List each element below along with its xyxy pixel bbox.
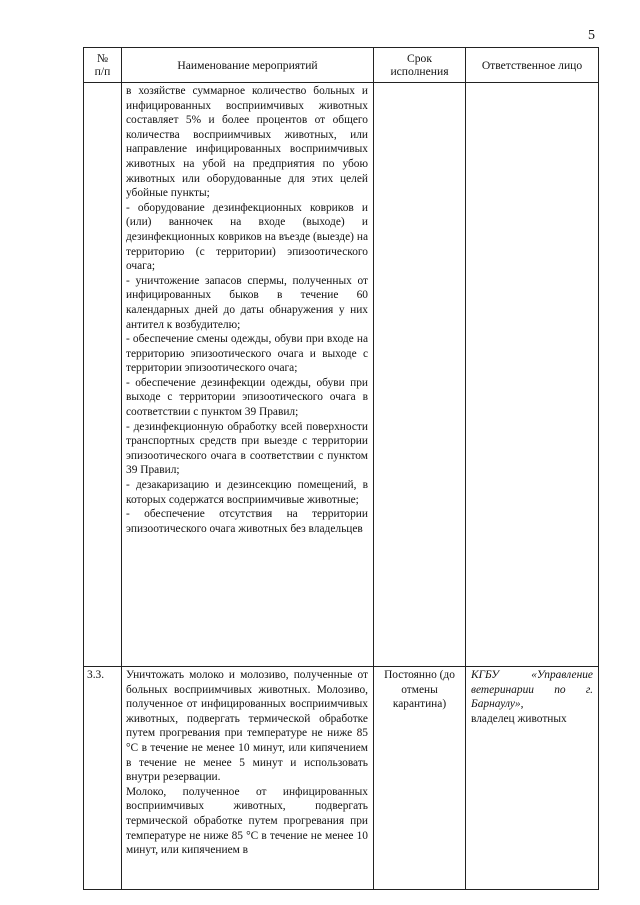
- cell-number-empty: [84, 83, 122, 667]
- list-item: - обеспечение смены одежды, обуви при входе на территорию эпизоотического очага и выходе с территории эпизоотического очага;: [126, 333, 368, 375]
- cell-activity: [122, 667, 374, 890]
- activities-table: [83, 47, 599, 890]
- paragraph: Уничтожать молоко и молозиво, полученные от больных восприимчивых животных. Молозиво, полученное от инфицированных восприимчивых животных, подвергать термической обработке путем прогревания при температуре не ниже 85 °С в течение не менее 10 минут, или кипячением в течение не менее 5 минут и использовать внутри резервации.: [126, 669, 368, 784]
- header-deadline: Срок исполнения: [374, 48, 466, 83]
- cell-deadline-empty: [374, 83, 466, 667]
- cell-deadline: Постоянно (до отмены карантина): [374, 667, 466, 890]
- header-responsible: Ответственное лицо: [466, 48, 599, 83]
- list-item: - обеспечение дезинфекции одежды, обуви при выходе с территории эпизоотического очага в соответствии с пунктом 39 Правил;: [126, 376, 368, 419]
- list-item: - оборудование дезинфекционных ковриков и (или) ванночек на входе (выходе) и дезинфекционных ковриков на въезде (выезде) на территорию (с территории) эпизоотического очага;: [126, 201, 368, 273]
- cell-responsible-empty: [466, 83, 599, 667]
- responsible-organization: КГБУ «Управление ветеринарии по г. Барнаулу»,: [471, 669, 593, 711]
- table-row: [84, 83, 599, 667]
- cell-number: 3.3.: [84, 667, 122, 890]
- cell-activity-continuation: [122, 83, 374, 667]
- list-item: - дезинфекционную обработку всей поверхности транспортных средств при выезде с территории эпизоотического очага в соответствии с пунктом 39 Правил;: [126, 420, 368, 477]
- page-number: 5: [588, 28, 595, 43]
- list-item: - дезакаризацию и дезинсекцию помещений, в которых содержатся восприимчивые животные;: [126, 479, 368, 506]
- table-row: [84, 667, 599, 890]
- cell-responsible: [466, 667, 599, 890]
- list-item: - уничтожение запасов спермы, полученных от инфицированных быков в течение 60 календарных дней до даты обнаружения у них антител к возбудителю;: [126, 274, 368, 331]
- paragraph: Молоко, полученное от инфицированных восприимчивых животных, подвергать термической обработке путем прогревания при температуре не ниже 85 °С в течение не менее 10 минут, или кипячением в: [126, 785, 368, 857]
- header-activity-name: Наименование мероприятий: [122, 48, 374, 83]
- header-number: № п/п: [84, 48, 122, 83]
- table-header-row: [84, 48, 599, 83]
- list-item: - обеспечение отсутствия на территории эпизоотического очага животных без владельцев: [126, 508, 368, 535]
- responsible-owner: владелец животных: [471, 712, 567, 725]
- list-item: в хозяйстве суммарное количество больных и инфицированных восприимчивых животных составляет 5% и более процентов от общего количества восприимчивых животных, или направление инфицированных восприимчивых животных на убой на предприятия по убою животных или оборудованные для этих целей убойные пункты;: [126, 85, 368, 200]
